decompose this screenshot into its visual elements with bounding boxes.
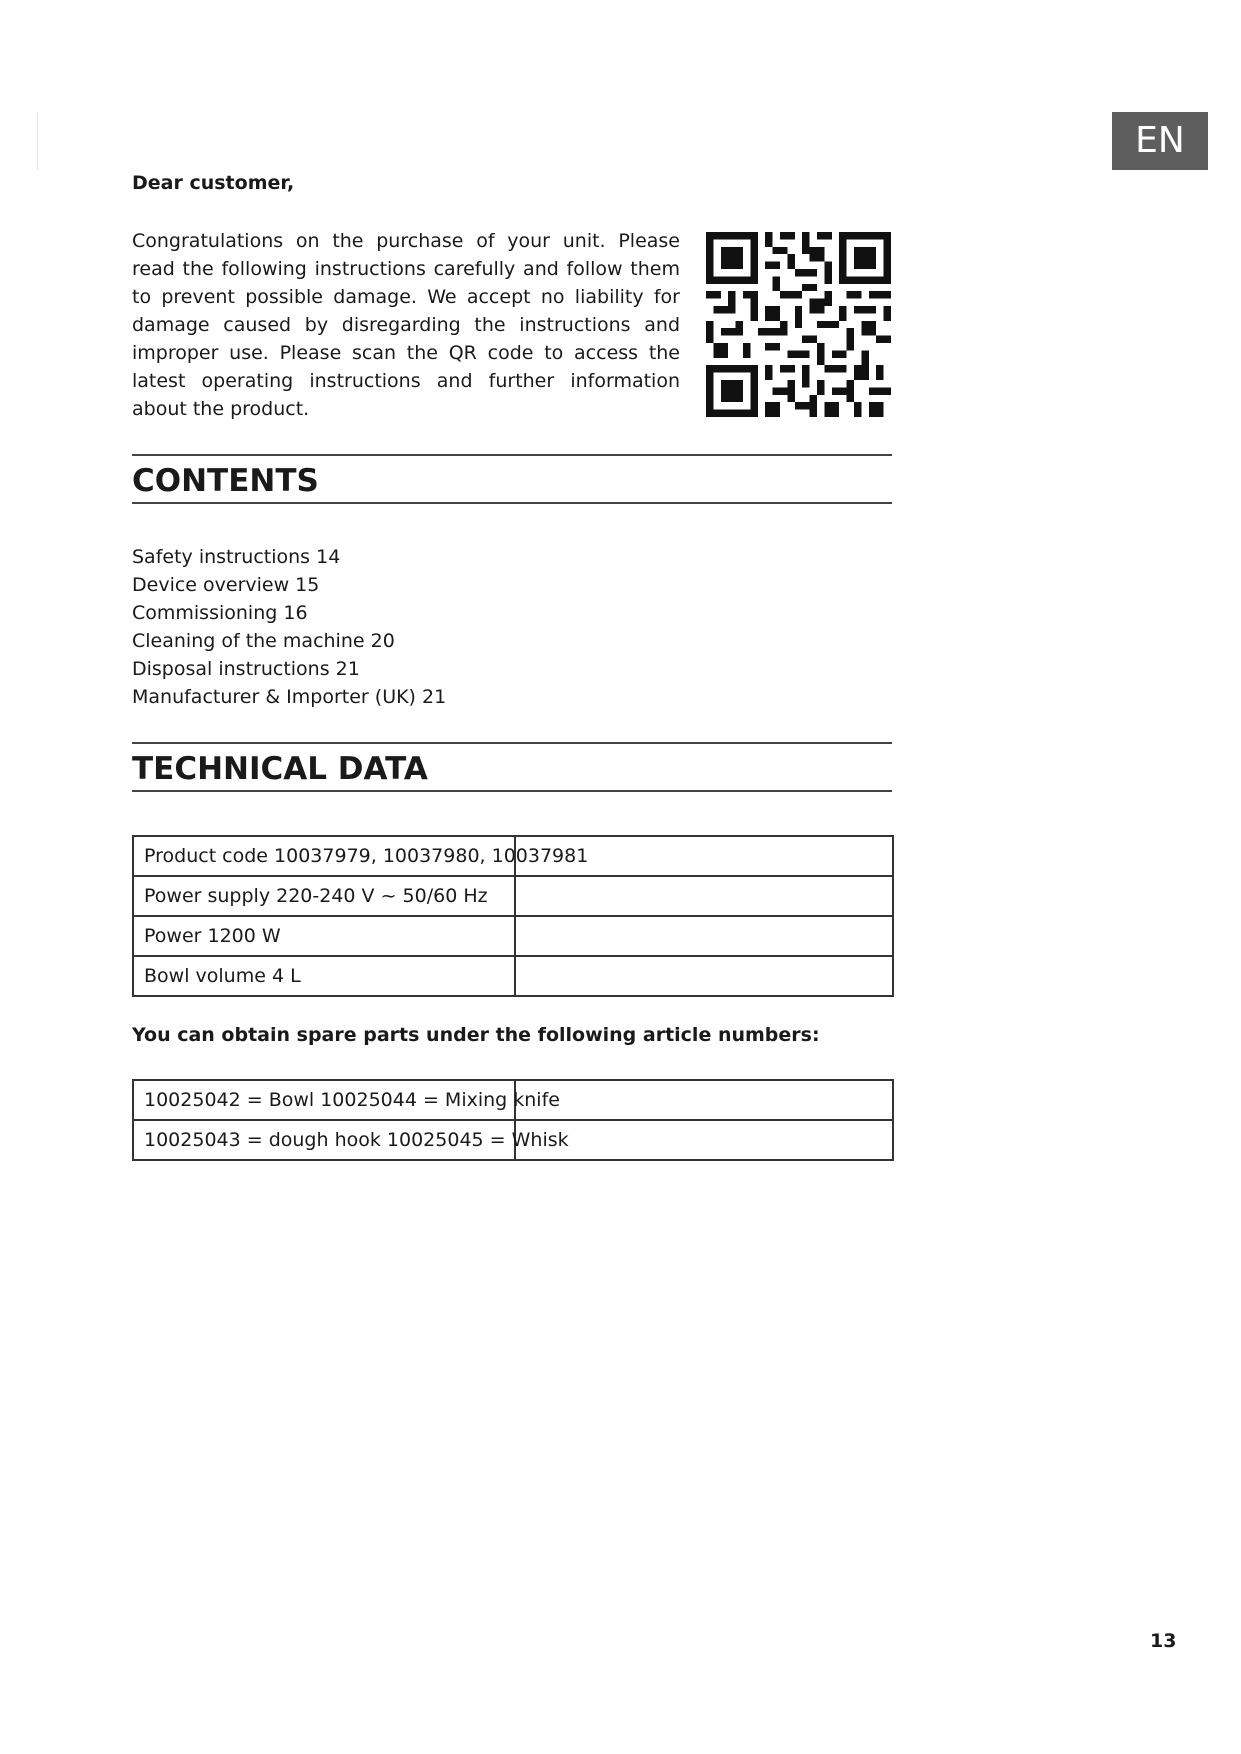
contents-list — [132, 543, 446, 711]
table-row — [133, 836, 893, 876]
table-cell: Power 1200 W — [133, 916, 515, 956]
contents-title: CONTENTS — [132, 463, 319, 499]
table-cell: Bowl volume 4 L — [133, 956, 515, 996]
contents-item-cleaning[interactable]: Cleaning of the machine 20 — [132, 630, 395, 652]
contents-item-safety[interactable]: Safety instructions 14 — [132, 546, 341, 568]
table-row — [133, 876, 893, 916]
spare-parts-table — [132, 1079, 894, 1161]
table-cell: 10025043 = dough hook 10025045 = Whisk — [133, 1120, 515, 1160]
technical-data-title: TECHNICAL DATA — [132, 751, 428, 787]
contents-item-device-overview[interactable]: Device overview 15 — [132, 574, 320, 596]
table-cell-empty — [515, 876, 893, 916]
page-number: 13 — [1150, 1630, 1177, 1652]
table-row — [133, 1080, 893, 1120]
contents-item-commissioning[interactable]: Commissioning 16 — [132, 602, 308, 624]
spare-parts-heading: You can obtain spare parts under the following article numbers: — [132, 1024, 820, 1046]
page-edge-mark — [37, 112, 38, 170]
table-cell: 10025042 = Bowl 10025044 = Mixing knife — [133, 1080, 515, 1120]
table-cell-empty — [515, 1120, 893, 1160]
table-row — [133, 956, 893, 996]
contents-item-manufacturer[interactable]: Manufacturer & Importer (UK) 21 — [132, 686, 447, 708]
qr-code-icon[interactable] — [706, 232, 891, 417]
intro-paragraph: Congratulations on the purchase of your unit. Please read the following instructions carefully and follow them to prevent possible damage. We accept no liability for damage caused by disregarding the instructions and improper use. Please scan the QR code to access the latest operating instructions and further information about the product. — [132, 230, 680, 420]
table-cell-empty — [515, 916, 893, 956]
language-badge: EN — [1112, 112, 1208, 170]
table-cell: Product code 10037979, 10037980, 10037981 — [133, 836, 515, 876]
table-row — [133, 916, 893, 956]
technical-data-section-header — [132, 742, 892, 792]
greeting: Dear customer, — [132, 172, 295, 194]
table-cell-empty — [515, 1080, 893, 1120]
contents-section-header — [132, 454, 892, 504]
contents-item-disposal[interactable]: Disposal instructions 21 — [132, 658, 360, 680]
table-row — [133, 1120, 893, 1160]
table-cell: Power supply 220-240 V ~ 50/60 Hz — [133, 876, 515, 916]
technical-data-table — [132, 835, 894, 997]
table-cell-empty — [515, 956, 893, 996]
